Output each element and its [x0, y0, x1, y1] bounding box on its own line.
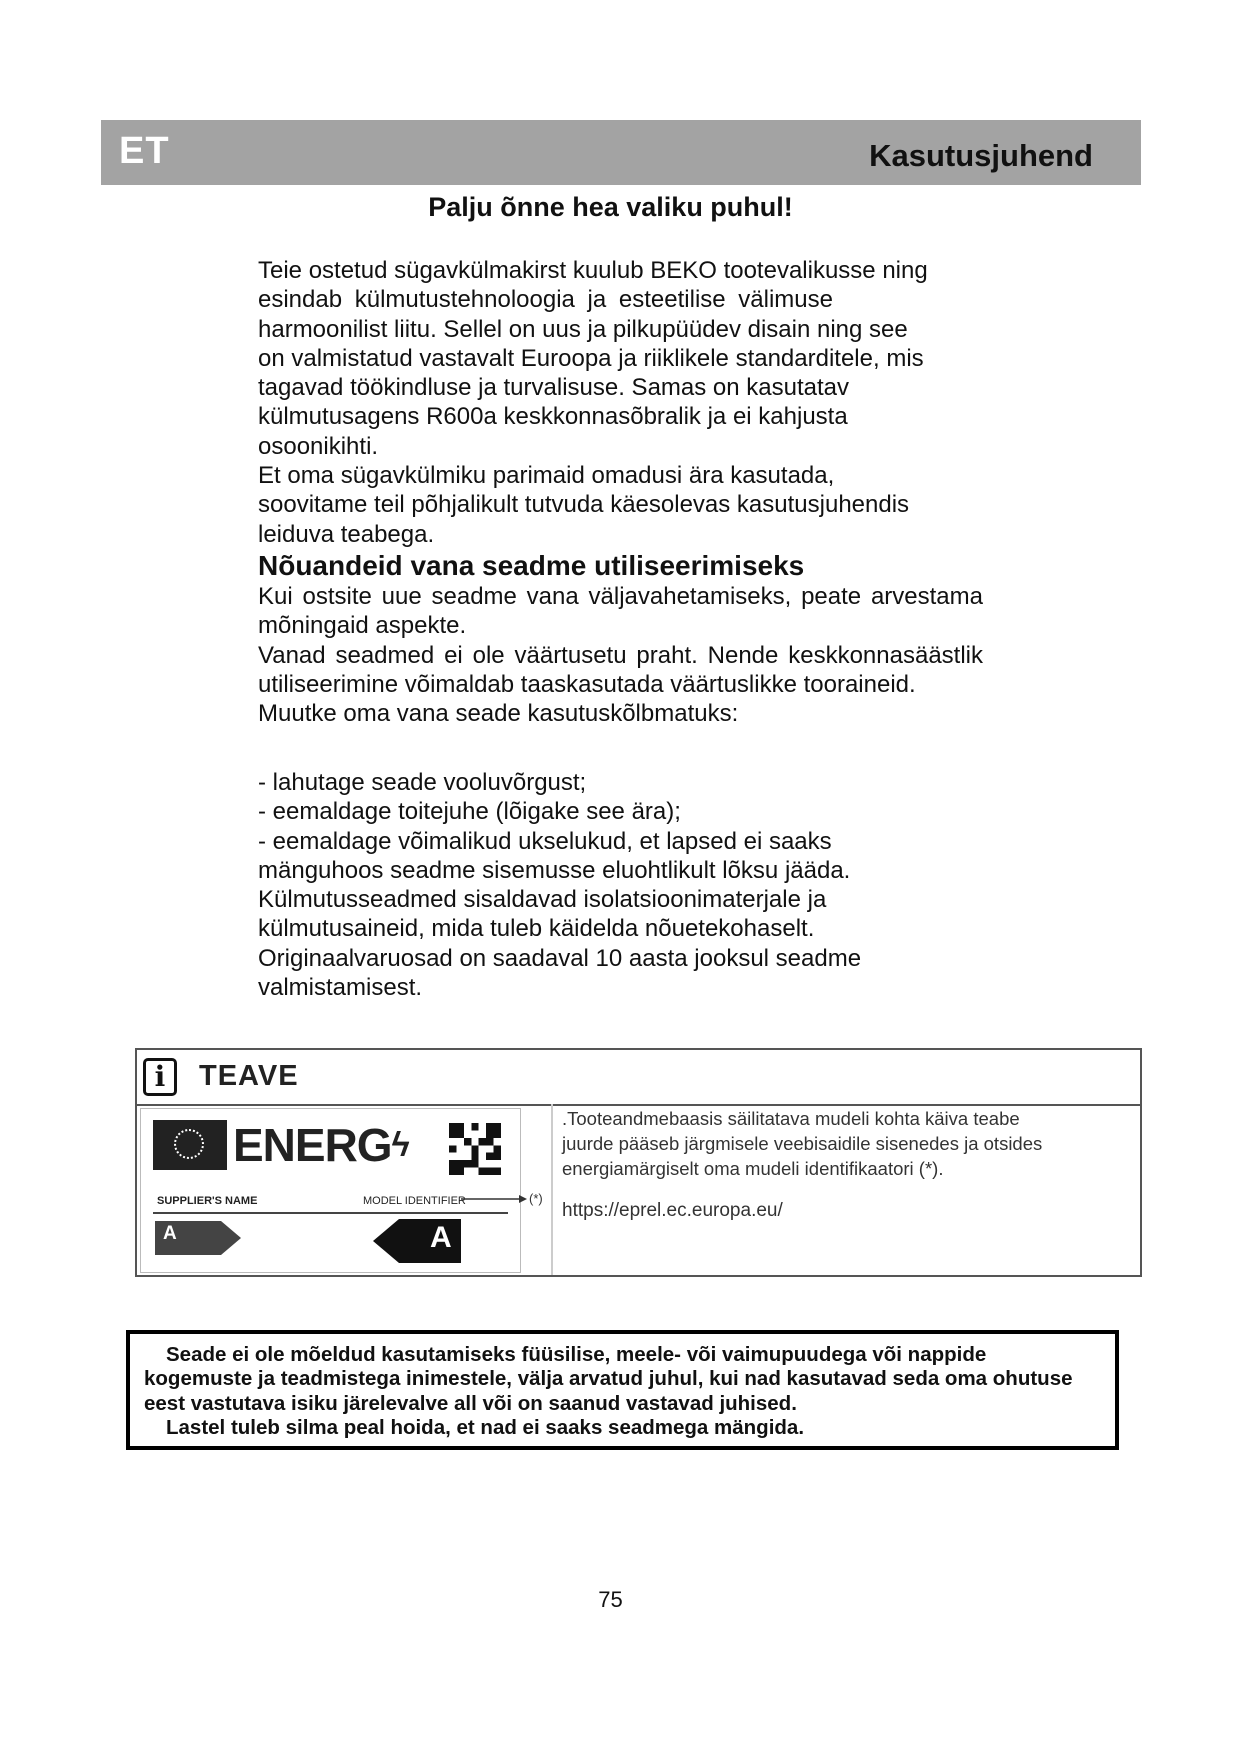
step-line: Originaalvaruosad on saadaval 10 aasta jooksul seadme [258, 944, 862, 972]
step-line: valmistamisest. [258, 974, 423, 1002]
eprel-url: https://eprel.ec.europa.eu/ [562, 1200, 783, 1221]
info-text-line: .Tooteandmebaasis säilitatava mudeli kohta käiva teabe [562, 1108, 1020, 1129]
intro-line: leiduva teabega. [258, 520, 435, 548]
recycling-paragraph: Vanad seadmed ei ole väärtusetu praht. Nende keskkonnasäästlik utiliseerimine võimaldab taaskasutada väärtuslikke tooraineid. [258, 641, 983, 698]
step-line: külmutusaineid, mida tuleb käidelda nõuetekohaselt. [258, 915, 815, 943]
energy-label-illustration [140, 1108, 543, 1273]
intro-line: harmoonilist liitu. Sellel on uus ja pilkupüüdev disain ning see [258, 315, 908, 343]
info-divider [551, 1104, 553, 1275]
header-bar [101, 120, 1141, 185]
intro-section [258, 256, 983, 549]
arrow-right-icon [461, 1189, 561, 1205]
safety-warning-box [126, 1330, 1119, 1450]
intro-line: külmutusagens R600a keskkonnasõbralik ja ei kahjusta [258, 403, 848, 431]
info-text [562, 1106, 1122, 1181]
label-divider [153, 1212, 508, 1214]
step-line: mänguhoos seadme sisemusse eluohtlikult lõksu jääda. [258, 856, 851, 884]
energy-class-right: A [430, 1221, 452, 1254]
energy-class-left: A [163, 1223, 177, 1244]
info-box-header [137, 1050, 1140, 1106]
step-line: - eemaldage toitejuhe (lõigake see ära); [258, 798, 681, 826]
intro-line: on valmistatud vastavalt Euroopa ja riiklikele standarditele, mis [258, 344, 924, 372]
warning-paragraph: Lastel tuleb silma peal hoida, et nad ei saaks seadmega mängida. [166, 1416, 805, 1439]
qr-code-icon [449, 1123, 501, 1175]
congratulations-heading: Palju õnne hea valiku puhul! [428, 192, 793, 222]
info-text-line: juurde pääseb järgmisele veebisaidile sisenedes ja otsides [562, 1133, 1043, 1154]
intro-line: osoonikihti. [258, 432, 379, 460]
step-line: Külmutusseadmed sisaldavad isolatsioonimaterjale ja [258, 886, 827, 914]
info-box [135, 1048, 1142, 1277]
document-title: Kasutusjuhend [869, 138, 1093, 173]
energy-label-title: $ENERG^ϟ$ [233, 1119, 409, 1171]
info-icon: i [143, 1058, 177, 1096]
supplier-name-label: SUPPLIER'S NAME [157, 1195, 258, 1207]
step-line: - lahutage seade vooluvõrgust; [258, 769, 587, 796]
intro-line: Teie ostetud sügavkülmakirst kuulub BEKO tootevalikusse ning [258, 257, 928, 284]
disposal-steps [258, 768, 983, 1002]
info-text-line: energiamärgiselt oma mudeli identifikaatori (*). [562, 1158, 944, 1179]
recycling-paragraph: Kui ostsite uue seadme vana väljavahetamiseks, peate arvestama mõningaid aspekte. [258, 583, 983, 640]
eu-flag-icon [153, 1120, 227, 1170]
intro-line: esindab külmutustehnoloogia ja esteetilise välimuse [258, 286, 833, 314]
info-box-label: TEAVE [199, 1060, 299, 1092]
language-code: ET [119, 130, 170, 172]
recycling-section [258, 582, 983, 728]
asterisk-reference: (*) [529, 1191, 543, 1206]
intro-line: Et oma sügavkülmiku parimaid omadusi ära kasutada, [258, 462, 835, 490]
warning-paragraph: Seade ei ole mõeldud kasutamiseks füüsilise, meele- või vaimupuudega või nappide kogemuste ja teadmistega inimestele, välja arvatud juhul, kui nad kasutavad seda oma ohutuse eest vastutava isiku järelevalve all või on saanud vastavad juhised. [144, 1343, 1073, 1415]
intro-line: soovitame teil põhjalikult tutvuda käesolevas kasutusjuhendis [258, 491, 910, 519]
step-line: - eemaldage võimalikud ukselukud, et lapsed ei saaks [258, 827, 832, 855]
recycling-paragraph: Muutke oma vana seade kasutuskõlbmatuks: [258, 700, 739, 728]
recycling-section-title: Nõuandeid vana seadme utiliseerimiseks [258, 550, 805, 581]
intro-line: tagavad töökindluse ja turvalisuse. Samas on kasutatav [258, 374, 850, 402]
page-number: 75 [598, 1587, 623, 1612]
model-identifier-label: MODEL IDENTIFIER [363, 1195, 466, 1207]
